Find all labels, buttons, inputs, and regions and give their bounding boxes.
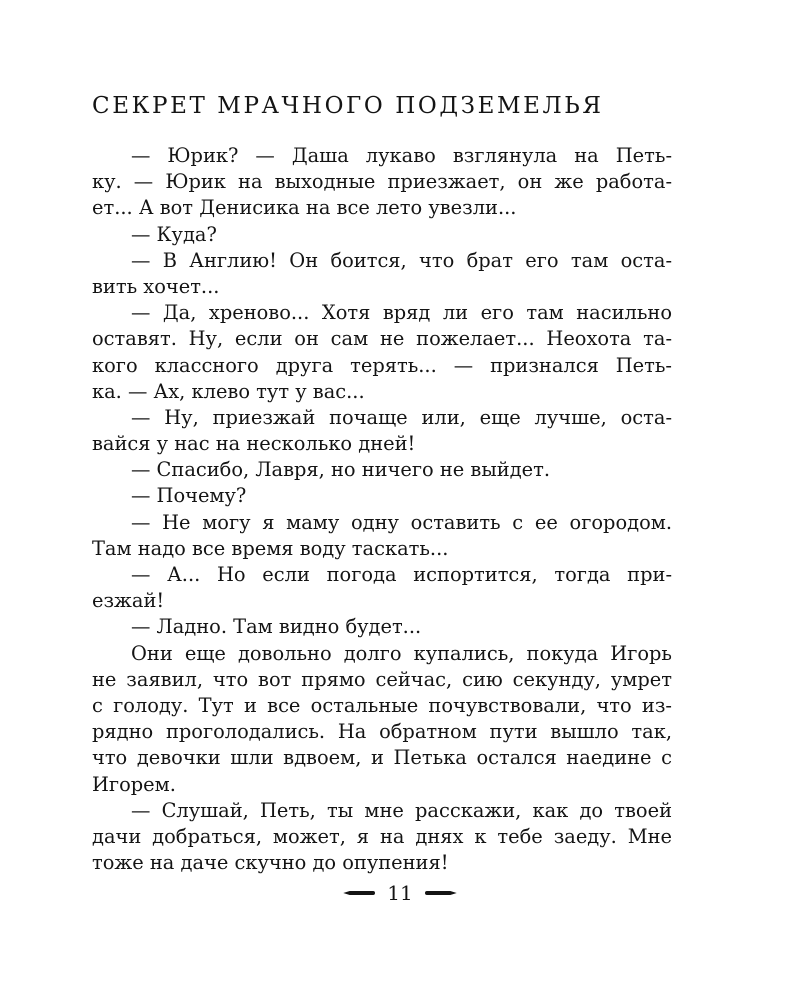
- text-line: — Почему?: [131, 484, 247, 508]
- text-line: — В Англию! Он боится, что брат его там оста-: [131, 248, 672, 272]
- text-line: Игорем.: [92, 772, 176, 796]
- text-line: — А... Но если погода испортится, тогда при-: [131, 563, 672, 586]
- folio-left-ornament: [343, 891, 375, 895]
- text-line: дачи добраться, может, я на днях к тебе заеду. Мне: [92, 824, 672, 848]
- text-line: — Ладно. Там видно будет...: [131, 615, 422, 639]
- text-line: — Да, хреново... Хотя вряд ли его там насильно: [131, 301, 672, 325]
- text-line: — Слушай, Петь, ты мне расскажи, как до твоей: [131, 798, 672, 822]
- text-line: — Спасибо, Лавря, но ничего не выйдет.: [131, 458, 551, 482]
- body-text: [92, 143, 672, 876]
- text-line: — Юрик? — Даша лукаво взглянула на Петь-: [131, 144, 672, 167]
- text-line: вайся у нас на несколько дней!: [92, 432, 416, 456]
- text-line: тоже на даче скучно до опупения!: [92, 851, 449, 875]
- text-line: рядно проголодались. На обратном пути вышло так,: [92, 720, 672, 744]
- folio-right-ornament: [425, 891, 457, 895]
- text-line: — Не могу я маму одну оставить с ее огородом.: [131, 510, 672, 534]
- text-line: Они еще довольно долго купались, покуда Игорь: [131, 641, 672, 665]
- text-line: не заявил, что вот прямо сейчас, сию секунду, умрет: [92, 667, 672, 691]
- running-header: СЕКРЕТ МРАЧНОГО ПОДЗЕМЕЛЬЯ: [92, 93, 604, 119]
- text-line: ку. — Юрик на выходные приезжает, он же работа-: [92, 170, 672, 194]
- text-line: вить хочет...: [92, 274, 220, 298]
- text-line: что девочки шли вдвоем, и Петька остался наедине с: [92, 746, 672, 770]
- text-line: ка. — Ах, клево тут у вас...: [92, 379, 365, 403]
- text-line: оставят. Ну, если он сам не пожелает... Неохота та-: [92, 327, 672, 351]
- page-number: 11: [387, 881, 413, 905]
- page-folio: [0, 881, 800, 905]
- text-line: Там надо все время воду таскать...: [92, 536, 449, 560]
- text-line: езжай!: [92, 589, 165, 613]
- text-line: с голоду. Тут и все остальные почувствовали, что из-: [92, 693, 672, 717]
- text-line: ет... А вот Денисика на все лето увезли...: [92, 196, 517, 220]
- text-line: — Ну, приезжай почаще или, еще лучше, оста-: [131, 405, 672, 429]
- text-line: — Куда?: [131, 222, 217, 246]
- text-line: кого классного друга терять... — признался Петь-: [92, 353, 672, 377]
